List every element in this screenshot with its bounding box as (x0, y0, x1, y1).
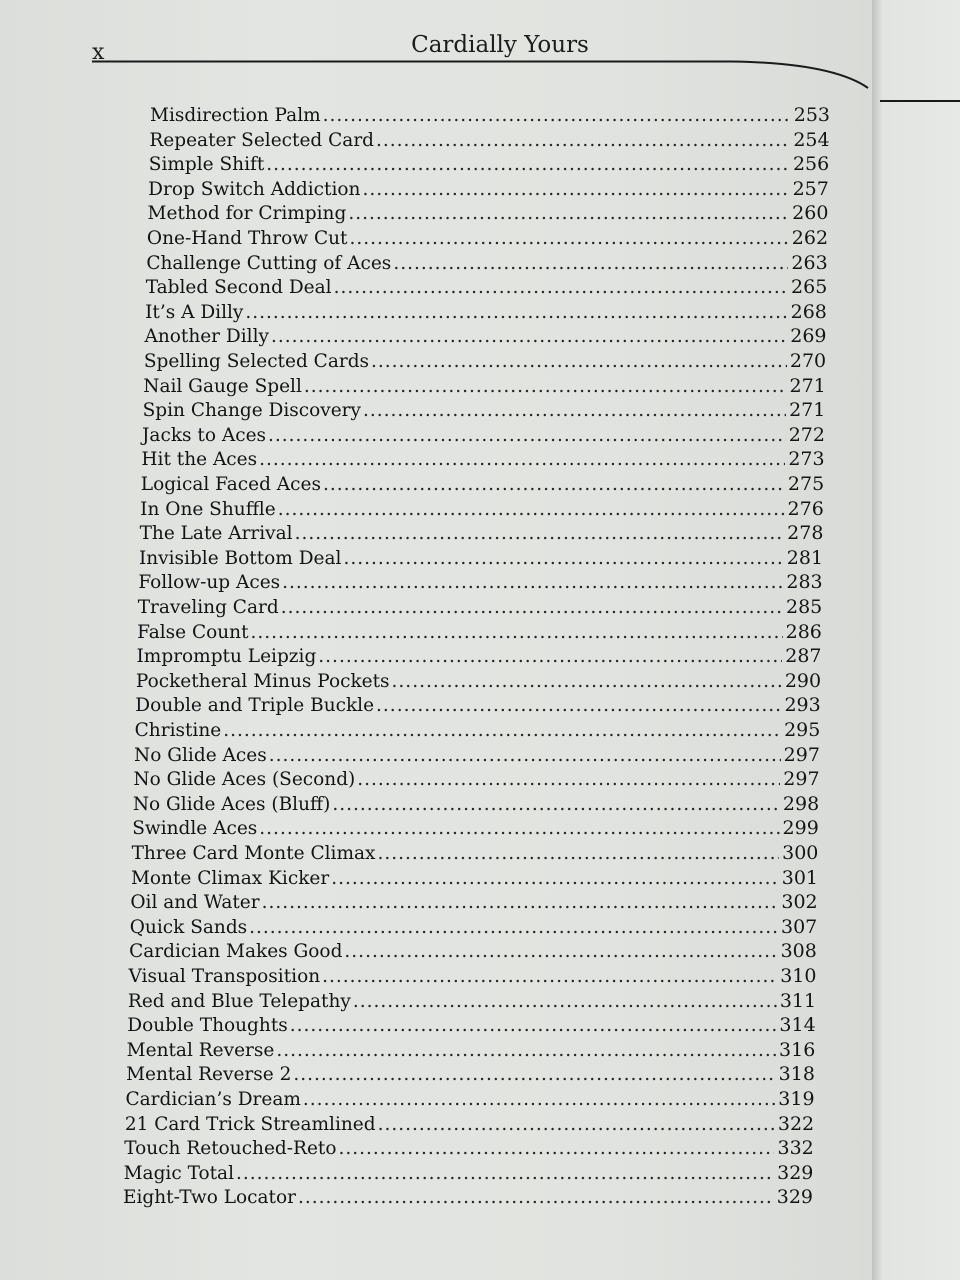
dot-leader (322, 966, 777, 988)
toc-entry-title: Another Dilly (144, 326, 269, 348)
dot-leader (266, 154, 790, 176)
toc-entry-page: 271 (789, 374, 826, 397)
dot-leader (293, 1064, 775, 1086)
toc-entry-page: 283 (786, 571, 823, 594)
toc-entry-title: False Count (137, 621, 249, 643)
toc-entry (141, 473, 824, 496)
toc-entry (125, 1113, 814, 1136)
toc-entry-title: 21 Card Trick Streamlined (124, 1113, 376, 1135)
dot-leader (332, 794, 780, 816)
toc-entry-page: 273 (788, 448, 825, 471)
toc-entry (149, 153, 829, 176)
toc-entry-title: Challenge Cutting of Aces (146, 252, 392, 274)
toc-entry-page: 316 (779, 1038, 816, 1061)
toc-entry (148, 178, 829, 201)
toc-entry-page: 275 (787, 473, 825, 495)
toc-entry (134, 744, 820, 767)
header-rule (92, 60, 872, 104)
dot-leader (249, 917, 778, 939)
toc-entry-page: 281 (786, 546, 824, 569)
dot-leader (377, 843, 779, 865)
toc-entry-title: Invisible Bottom Deal (138, 547, 342, 569)
dot-leader (268, 425, 786, 447)
toc-entry-page: 314 (779, 1014, 816, 1037)
toc-entry-title: Follow-up Aces (138, 572, 281, 594)
toc-entry-title: Jacks to Aces (142, 424, 267, 446)
toc-entry-page: 254 (793, 128, 830, 151)
toc-entry-page: 311 (779, 989, 817, 1012)
dot-leader (236, 1163, 774, 1185)
toc-entry (127, 1039, 816, 1062)
toc-entry (130, 916, 818, 939)
dot-leader (371, 351, 787, 373)
dot-leader (323, 105, 791, 127)
toc-entry-page: 268 (790, 300, 827, 323)
toc-entry-title: Logical Faced Aces (140, 474, 321, 495)
toc-entry (148, 202, 829, 225)
next-page-edge (872, 0, 960, 1280)
toc-entry-page: 263 (791, 251, 828, 274)
dot-leader (349, 228, 788, 250)
dot-leader (393, 253, 788, 275)
toc-entry (141, 448, 824, 471)
page-number: x (92, 40, 105, 65)
toc-entry-title: Impromptu Leipzig (136, 646, 317, 668)
dot-leader (276, 1040, 776, 1062)
toc-entry-page: 276 (787, 497, 824, 520)
toc-entry-title: The Late Arrival (139, 523, 293, 545)
toc-entry-title: Mental Reverse (126, 1039, 275, 1061)
toc-entry-page: 290 (784, 669, 822, 692)
toc-entry (135, 694, 820, 717)
toc-entry-title: Traveling Card (137, 597, 279, 618)
toc-entry (128, 990, 816, 1013)
dot-leader (376, 130, 790, 152)
toc-entry-page: 307 (780, 915, 818, 938)
toc-entry (143, 375, 826, 398)
toc-entry-page: 278 (787, 522, 824, 545)
toc-entry-page: 319 (778, 1088, 815, 1110)
dot-leader (269, 745, 781, 767)
toc-entry (149, 129, 829, 152)
toc-entry-page: 300 (782, 842, 819, 864)
toc-entry (130, 891, 817, 914)
toc-entry (138, 571, 822, 594)
toc-entry-page: 297 (783, 768, 820, 791)
toc-entry-title: Three Card Monte Climax (131, 843, 376, 864)
toc-entry-title: Nail Gauge Spell (143, 375, 302, 397)
dot-leader (323, 474, 785, 496)
toc-entry-page: 286 (785, 620, 822, 643)
toc-entry (146, 252, 827, 275)
toc-entry-title: Method for Crimping (147, 203, 347, 225)
toc-entry (144, 350, 826, 373)
toc-entry (127, 1014, 815, 1037)
toc-entry-page: 265 (791, 276, 828, 299)
dot-leader (251, 622, 783, 644)
dot-leader (353, 991, 777, 1013)
dot-leader (298, 1187, 774, 1209)
toc-entry-page: 298 (782, 792, 820, 815)
dot-leader (259, 449, 785, 471)
toc-entry-page: 297 (783, 743, 820, 766)
toc-entry-page: 270 (789, 350, 827, 372)
toc-entry-page: 301 (781, 866, 818, 889)
toc-entry-page: 310 (780, 965, 817, 987)
toc-entry-title: Touch Retouched-Reto (124, 1138, 337, 1160)
dot-leader (344, 941, 777, 963)
toc-entry-page: 269 (790, 325, 827, 348)
toc-entry (124, 1137, 814, 1160)
toc-entry-page: 302 (781, 891, 818, 914)
dot-leader (290, 1015, 777, 1037)
dot-leader (348, 203, 789, 225)
toc-entry-title: Cardician Makes Good (129, 941, 343, 963)
dot-leader (343, 548, 783, 570)
toc-entry-title: Visual Transposition (128, 966, 321, 987)
toc-entry-title: Red and Blue Telepathy (127, 990, 351, 1012)
toc-entry-page: 257 (792, 177, 829, 200)
toc-entry (131, 867, 818, 890)
dot-leader (376, 695, 781, 717)
toc-entry-title: Simple Shift (148, 154, 265, 176)
dot-leader (278, 499, 785, 521)
toc-entry-title: No Glide Aces (134, 744, 267, 766)
dot-leader (378, 1114, 775, 1136)
toc-entry-title: Swindle Aces (132, 818, 258, 840)
toc-entry-page: 260 (792, 202, 829, 225)
toc-entry-title: Hit the Aces (141, 449, 258, 471)
toc-entry (139, 547, 823, 570)
toc-entry-title: Double Thoughts (127, 1015, 288, 1037)
toc-entry-page: 299 (782, 817, 819, 840)
dot-leader (392, 671, 782, 693)
toc-entry (142, 424, 825, 447)
toc-entry (129, 940, 817, 963)
toc-entry-title: Double and Triple Buckle (135, 695, 375, 717)
toc-entry (132, 842, 819, 865)
dot-leader (304, 376, 787, 398)
toc-entry (129, 965, 817, 988)
toc-entry-title: Christine (134, 720, 222, 741)
toc-entry-page: 322 (777, 1112, 815, 1135)
next-page-rule (880, 100, 960, 102)
toc-entry-title: Repeater Selected Card (149, 129, 375, 151)
toc-entry-title: Spin Change Discovery (142, 400, 361, 422)
dot-leader (223, 720, 781, 742)
toc-entry (132, 817, 819, 840)
toc-entry (135, 719, 821, 742)
toc-entry-title: Mental Reverse 2 (126, 1064, 292, 1086)
toc-entry (140, 522, 824, 545)
toc-entry (137, 621, 822, 644)
toc-entry-page: 256 (792, 153, 830, 176)
dot-leader (295, 523, 785, 545)
toc-entry (133, 793, 819, 816)
toc-entry (138, 596, 823, 619)
toc-entry-page: 272 (788, 423, 825, 446)
running-title: Cardially Yours (411, 32, 589, 58)
dot-leader (303, 1089, 775, 1111)
toc-entry-page: 332 (777, 1137, 814, 1160)
toc-entry (147, 227, 828, 250)
dot-leader (281, 597, 783, 619)
toc-entry-page: 253 (793, 104, 830, 126)
toc-entry (140, 498, 824, 521)
toc-entry-title: No Glide Aces (Bluff) (132, 793, 331, 815)
toc-entry-page: 318 (778, 1063, 815, 1086)
toc-entry (145, 301, 827, 324)
dot-leader (271, 326, 787, 348)
toc-entry-title: One-Hand Throw Cut (146, 228, 348, 249)
dot-leader (318, 646, 782, 668)
toc-entry (124, 1162, 814, 1185)
toc-entry (144, 325, 826, 348)
dot-leader (259, 818, 779, 840)
toc-entry-page: 329 (777, 1161, 814, 1184)
toc-entry-title: Tabled Second Deal (145, 277, 332, 299)
toc-entry (123, 1186, 813, 1209)
toc-entry (150, 104, 830, 127)
toc-entry-page: 293 (784, 694, 821, 717)
toc-entry-page: 287 (785, 645, 822, 668)
toc-entry-page: 262 (791, 227, 829, 249)
toc-entry-title: Oil and Water (130, 892, 260, 914)
toc-entry-title: In One Shuffle (140, 498, 276, 520)
toc-entry-title: Drop Switch Addiction (148, 178, 361, 200)
toc-entry-title: Pocketheral Minus Pockets (135, 670, 390, 692)
toc-entry-title: Magic Total (123, 1162, 235, 1184)
toc-entry-title: Misdirection Palm (150, 105, 321, 126)
dot-leader (262, 892, 779, 914)
dot-leader (338, 1138, 774, 1160)
toc-entry-title: Quick Sands (129, 916, 248, 938)
toc-entry-page: 308 (780, 940, 817, 963)
toc-entry-title: No Glide Aces (Second) (133, 769, 356, 791)
toc-entry-page: 329 (776, 1186, 813, 1209)
dot-leader (282, 572, 783, 594)
toc-entry (126, 1063, 815, 1086)
toc-entry-title: It’s A Dilly (145, 301, 244, 323)
toc-entry-title: Monte Climax Kicker (130, 867, 330, 889)
toc-entry-page: 295 (784, 719, 821, 741)
dot-leader (357, 769, 780, 791)
toc-entry (137, 645, 822, 668)
toc-entry-title: Cardician’s Dream (125, 1089, 301, 1110)
toc-entry (143, 399, 826, 422)
toc-entry-title: Eight-Two Locator (123, 1187, 296, 1209)
dot-leader (331, 868, 779, 890)
dot-leader (362, 179, 789, 201)
toc-entry (136, 670, 821, 693)
dot-leader (245, 302, 787, 324)
dot-leader (334, 277, 788, 299)
toc-entry-page: 271 (789, 399, 826, 422)
toc-entry (146, 276, 828, 299)
toc-entry-title: Spelling Selected Cards (143, 351, 370, 372)
toc-entry (125, 1088, 814, 1111)
dot-leader (363, 400, 786, 422)
toc-entry-page: 285 (785, 596, 823, 618)
toc-entry (133, 768, 819, 791)
